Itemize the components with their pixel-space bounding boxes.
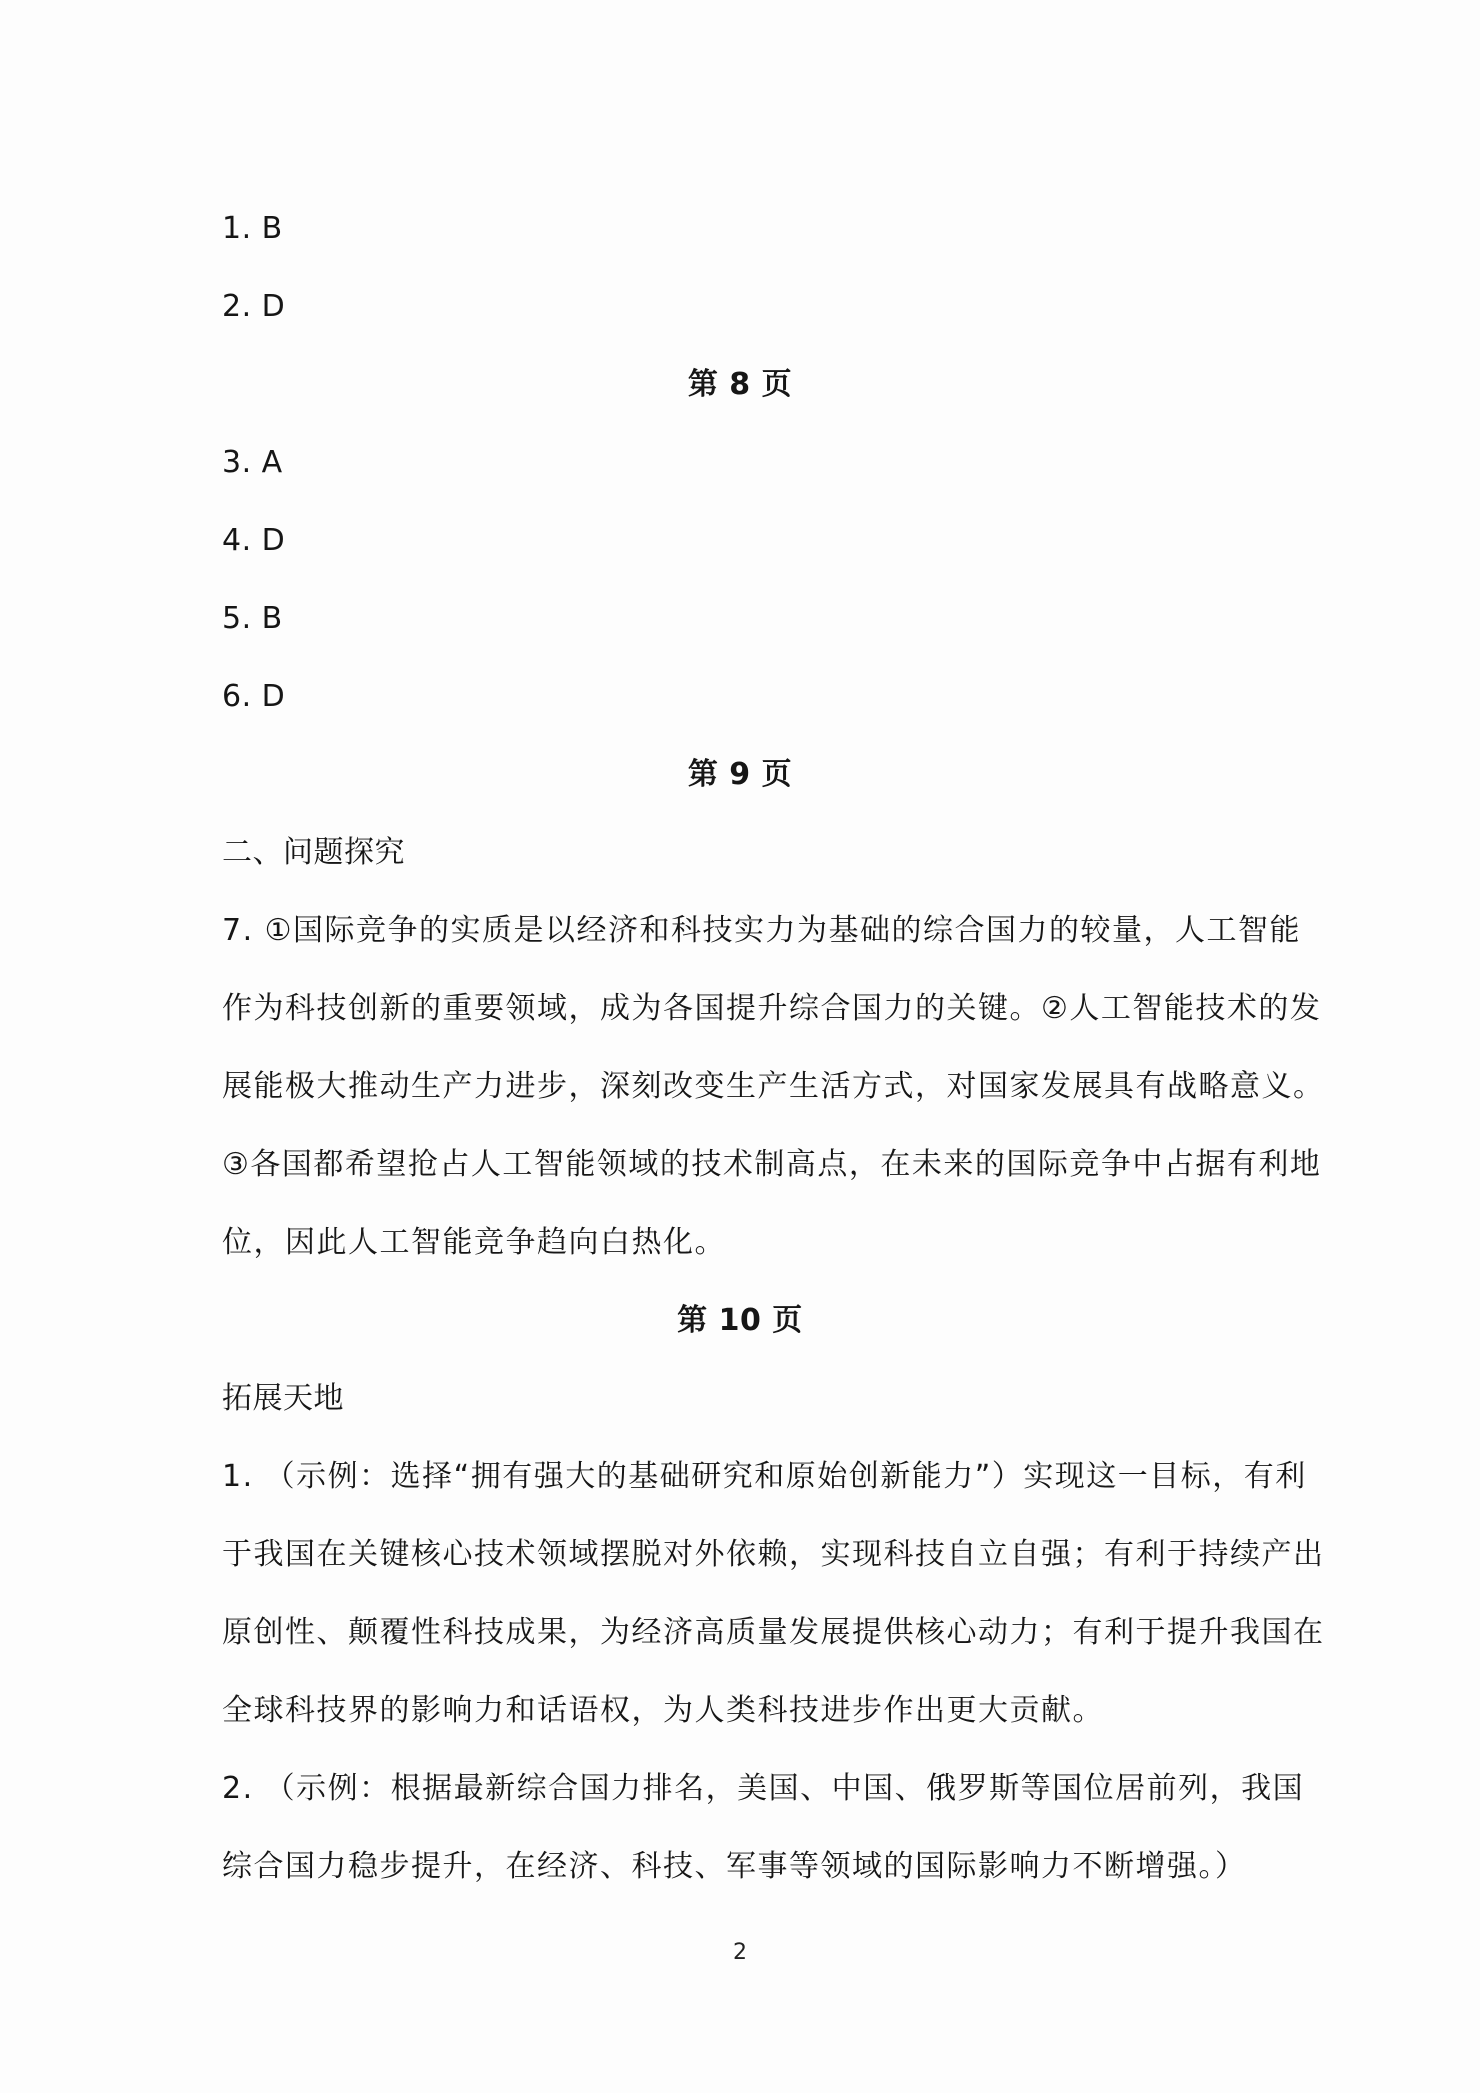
page-content (222, 190, 1325, 1906)
answer-3: 3. A (222, 445, 283, 480)
extension-1-line: 于我国在关键核心技术领域摆脱对外依赖，实现科技自立自强；有利于持续产出 (222, 1537, 1325, 1572)
extension-2-line: 2. （示例：根据最新综合国力排名，美国、中国、俄罗斯等国位居前列，我国 (222, 1771, 1305, 1806)
answer-1: 1. B (222, 211, 283, 246)
page-heading-9: 第 9 页 (687, 757, 793, 792)
answer-4: 4. D (222, 523, 286, 558)
answer-7-line: ③各国都希望抢占人工智能领域的技术制高点，在未来的国际竞争中占据有利地 (222, 1147, 1322, 1182)
answer-7-line: 7. ①国际竞争的实质是以经济和科技实力为基础的综合国力的较量，人工智能 (222, 913, 1302, 948)
page-heading-8: 第 8 页 (687, 367, 793, 402)
page-heading-10: 第 10 页 (677, 1303, 803, 1338)
answer-2: 2. D (222, 289, 286, 324)
answer-7-line: 作为科技创新的重要领域，成为各国提升综合国力的关键。②人工智能技术的发 (222, 991, 1322, 1026)
extension-2-paragraph (222, 1750, 1305, 1906)
answer-6: 6. D (222, 679, 286, 714)
page-number: 2 (733, 1940, 747, 1965)
answer-7-line: 位，因此人工智能竞争趋向白热化。 (222, 1225, 726, 1260)
section-title-extend: 拓展天地 (222, 1381, 344, 1416)
extension-2-line: 综合国力稳步提升，在经济、科技、军事等领域的国际影响力不断增强。） (222, 1849, 1247, 1884)
section-title-inquiry: 二、问题探究 (222, 835, 405, 870)
answer-5: 5. B (222, 601, 283, 636)
extension-1-line: 原创性、颠覆性科技成果，为经济高质量发展提供核心动力；有利于提升我国在 (222, 1615, 1325, 1650)
extension-1-paragraph (222, 1438, 1325, 1750)
extension-1-line: 1. （示例：选择“拥有强大的基础研究和原始创新能力”）实现这一目标，有利 (222, 1459, 1307, 1494)
answer-7-paragraph (222, 892, 1325, 1282)
answer-7-line: 展能极大推动生产力进步，深刻改变生产生活方式，对国家发展具有战略意义。 (222, 1069, 1325, 1104)
extension-1-line: 全球科技界的影响力和话语权，为人类科技进步作出更大贡献。 (222, 1693, 1104, 1728)
